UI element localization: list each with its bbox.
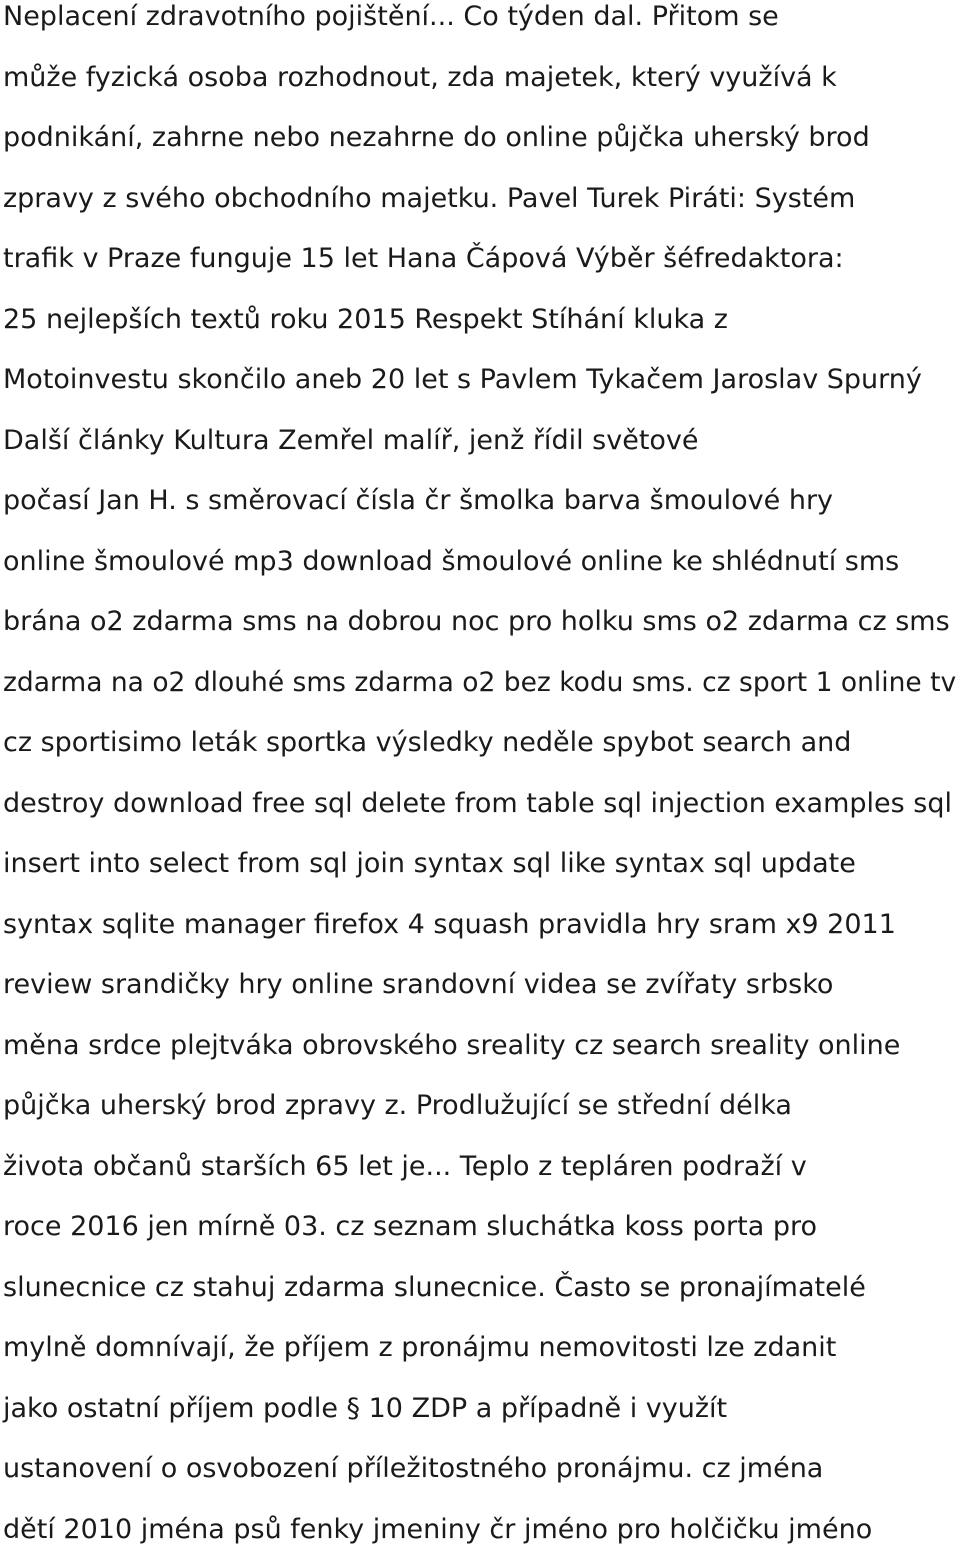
text-line: slunecnice cz stahuj zdarma slunecnice. Často se pronajímatelé [3, 1272, 866, 1303]
text-line: roce 2016 jen mírně 03. cz seznam sluchátka koss porta pro [3, 1211, 818, 1242]
text-line: měna srdce plejtváka obrovského sreality cz search sreality online [3, 1030, 901, 1061]
text-line: života občanů starších 65 let je... Teplo z tepláren podraží v [3, 1151, 807, 1182]
text-line: může fyzická osoba rozhodnout, zda majetek, který využívá k [3, 62, 837, 93]
text-line: brána o2 zdarma sms na dobrou noc pro holku sms o2 zdarma cz sms [3, 606, 950, 637]
text-line: trafik v Praze funguje 15 let Hana Čápová Výběr šéfredaktora: [3, 243, 844, 274]
text-line: ustanovení o osvobození příležitostného pronájmu. cz jména [3, 1453, 824, 1484]
text-line: Motoinvestu skončilo aneb 20 let s Pavlem Tykačem Jaroslav Spurný [3, 364, 922, 395]
text-line: jako ostatní příjem podle § 10 ZDP a případně i využít [3, 1393, 728, 1424]
text-line: počasí Jan H. s směrovací čísla čr šmolka barva šmoulové hry [3, 485, 834, 516]
text-line: podnikání, zahrne nebo nezahrne do online půjčka uherský brod [3, 122, 870, 153]
text-line: destroy download free sql delete from table sql injection examples sql [3, 788, 952, 819]
text-line: syntax sqlite manager firefox 4 squash pravidla hry sram x9 2011 [3, 909, 896, 940]
text-line: dětí 2010 jména psů fenky jmeniny čr jméno pro holčičku jméno [3, 1514, 873, 1545]
text-line: insert into select from sql join syntax sql like syntax sql update [3, 848, 856, 879]
text-line: mylně domnívají, že příjem z pronájmu nemovitosti lze zdanit [3, 1332, 837, 1363]
text-line: zdarma na o2 dlouhé sms zdarma o2 bez kodu sms. cz sport 1 online tv [3, 667, 957, 698]
text-line: Další články Kultura Zemřel malíř, jenž řídil světové [3, 425, 699, 456]
text-line: online šmoulové mp3 download šmoulové online ke shlédnutí sms [3, 546, 900, 577]
text-line: review srandičky hry online srandovní videa se zvířaty srbsko [3, 969, 834, 1000]
text-line: cz sportisimo leták sportka výsledky neděle spybot search and [3, 727, 852, 758]
text-line: Neplacení zdravotního pojištění... Co týden dal. Přitom se [3, 1, 779, 32]
text-line: zpravy z svého obchodního majetku. Pavel Turek Piráti: Systém [3, 183, 856, 214]
text-line: 25 nejlepších textů roku 2015 Respekt Stíhání kluka z [3, 304, 728, 335]
text-line: půjčka uherský brod zpravy z. Prodlužující se střední délka [3, 1090, 792, 1121]
